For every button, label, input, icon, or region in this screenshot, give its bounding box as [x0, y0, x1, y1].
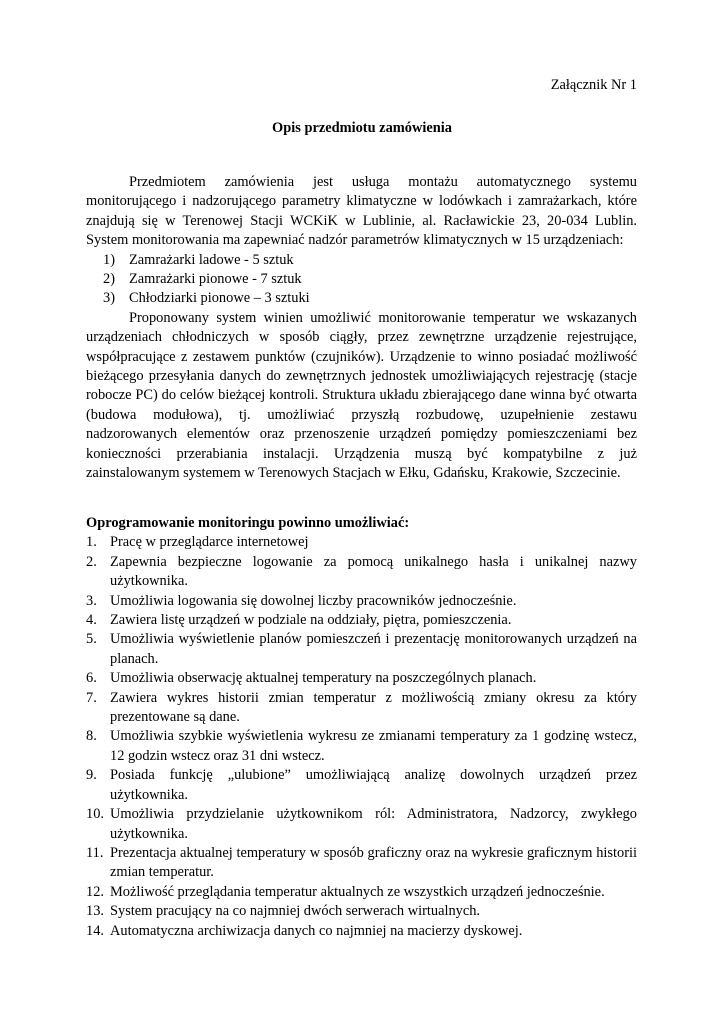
- item-text: System pracujący na co najmniej dwóch serwerach wirtualnych.: [110, 903, 481, 920]
- item-number: 2): [103, 271, 115, 288]
- item-number: 3): [103, 290, 115, 307]
- list-item: [86, 669, 637, 688]
- list-item: [86, 553, 637, 592]
- software-heading: Oprogramowanie monitoringu powinno umożliwiać:: [86, 515, 410, 531]
- item-number: 12.: [86, 883, 104, 900]
- item-text: Zawiera listę urządzeń w podziale na oddziały, piętra, pomieszczenia.: [110, 612, 512, 629]
- item-text: Umożliwia wyświetlenie planów pomieszczeń i prezentację monitorowanych urządzeń na planach.: [110, 631, 637, 667]
- system-description-paragraph: Proponowany system winien umożliwić monitorowanie temperatur we wskazanych urządzeniach chłodniczych w sposób ciągły, przez zewnętrzne urządzenie rejestrujące, współpracujące z zestawem punktów (czujników). Urządzenie to winno posiadać możliwość bieżącego przesyłania danych do zewnętrznych jednostek umożliwiających rejestrację (stacje robocze PC) do celów bieżącej kontroli. Struktura układu zbierającego dane winna być otwarta (budowa modułowa), tj. umożliwiać przyszłą rozbudowę, uzupełnienie zestawu nadzorowanych elementów oraz przenoszenie urządzeń pomiędzy pomieszczeniami bez konieczności przerabiania instalacji. Urządzenia muszą być kompatybilne z już zainstalowanym systemem w Terenowych Stacjach w Ełku, Gdańsku, Krakowie, Szczecinie.: [86, 309, 637, 482]
- devices-list: [86, 251, 637, 309]
- list-item: [86, 766, 637, 805]
- item-number: 6.: [86, 670, 97, 687]
- item-number: 11.: [86, 844, 104, 861]
- item-text: Zamrażarki pionowe - 7 sztuk: [129, 271, 302, 288]
- item-number: 13.: [86, 903, 104, 920]
- item-number: 8.: [86, 728, 97, 745]
- item-text: Chłodziarki pionowe – 3 sztuki: [129, 290, 310, 307]
- item-number: 10.: [86, 806, 104, 823]
- software-section: [86, 514, 637, 941]
- list-item: [86, 922, 637, 941]
- list-item: [86, 270, 637, 289]
- item-number: 3.: [86, 592, 97, 609]
- list-item: [86, 630, 637, 669]
- list-item: [86, 689, 637, 728]
- item-text: Zapewnia bezpieczne logowanie za pomocą unikalnego hasła i unikalnej nazwy użytkownika.: [110, 553, 637, 590]
- item-text: Posiada funkcję „ulubione” umożliwiającą analizę dowolnych urządzeń przez użytkownika.: [110, 767, 637, 803]
- intro-section: [86, 173, 637, 484]
- list-item: [86, 611, 637, 630]
- item-text: Umożliwia przydzielanie użytkownikom ról: Administratora, Nadzorcy, zwykłego użytkownika.: [110, 806, 637, 842]
- list-item: [86, 533, 637, 552]
- list-item: [86, 805, 637, 844]
- list-item: [86, 251, 637, 270]
- list-item: [86, 902, 637, 921]
- item-text: Umożliwia obserwację aktualnej temperatury na poszczególnych planach.: [110, 670, 537, 687]
- intro-paragraph: Przedmiotem zamówienia jest usługa montażu automatycznego systemu monitorującego i nadzorującego parametry klimatyczne w lodówkach i zamrażarkach, które znajdują się w Terenowej Stacji WCKiK w Lublinie, al. Racławickie 23, 20-034 Lublin. System monitorowania ma zapewniać nadzór parametrów klimatycznych w 15 urządzeniach:: [86, 174, 637, 249]
- item-number: 5.: [86, 631, 97, 648]
- item-number: 1.: [86, 534, 97, 551]
- list-item: [86, 727, 637, 766]
- item-text: Możliwość przeglądania temperatur aktualnych ze wszystkich urządzeń jednocześnie.: [110, 883, 605, 900]
- item-text: Zamrażarki ladowe - 5 sztuk: [129, 251, 294, 268]
- item-text: Umożliwia szybkie wyświetlenia wykresu ze zmianami temperatury za 1 godzinę wstecz, 12 godzin wstecz oraz 31 dni wstecz.: [110, 728, 637, 764]
- list-item: [86, 844, 637, 883]
- list-item: [86, 289, 637, 308]
- item-text: Automatyczna archiwizacja danych co najmniej na macierzy dyskowej.: [110, 922, 523, 939]
- annex-label: Załącznik Nr 1: [550, 77, 637, 93]
- list-item: [86, 883, 637, 902]
- item-number: 2.: [86, 553, 97, 570]
- document-title: Opis przedmiotu zamówienia: [272, 120, 452, 136]
- item-text: Prezentacja aktualnej temperatury w sposób graficzny oraz na wykresie graficznym historii zmian temperatur.: [110, 844, 637, 881]
- item-number: 9.: [86, 767, 97, 784]
- item-number: 4.: [86, 612, 97, 629]
- item-number: 1): [103, 251, 115, 268]
- item-text: Pracę w przeglądarce internetowej: [110, 534, 309, 551]
- item-text: Zawiera wykres historii zmian temperatur z możliwością zmiany okresu za który prezentowane są dane.: [110, 689, 637, 726]
- item-number: 7.: [86, 689, 97, 706]
- item-text: Umożliwia logowania się dowolnej liczby pracowników jednocześnie.: [110, 592, 517, 609]
- list-item: [86, 592, 637, 611]
- requirements-list: [86, 533, 637, 941]
- item-number: 14.: [86, 922, 104, 939]
